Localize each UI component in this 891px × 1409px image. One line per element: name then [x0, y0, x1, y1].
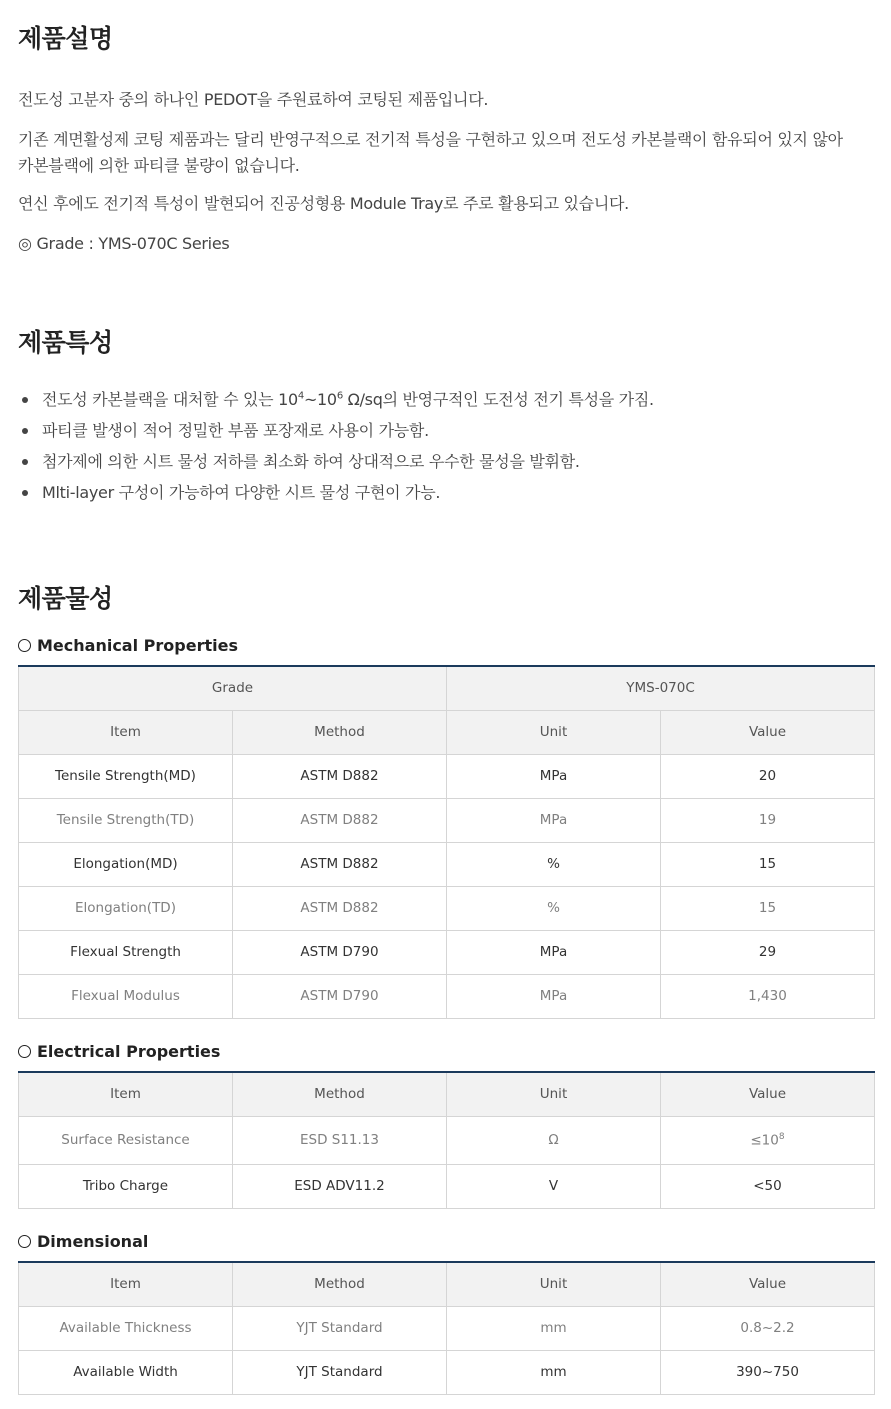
mechanical-table: [18, 665, 875, 1019]
table-cell: YJT Standard: [233, 1350, 447, 1394]
table-cell: ASTM D882: [233, 754, 447, 798]
header-cell: Item: [19, 1262, 233, 1306]
properties-title: 제품물성: [18, 584, 113, 613]
table-cell: MPa: [447, 798, 661, 842]
description-para-3: 연신 후에도 전기적 특성이 발현되어 진공성형용 Module Tray로 주로 활용되고 있습니다.: [18, 194, 629, 213]
table-cell: ESD ADV11.2: [233, 1164, 447, 1208]
table-cell: 15: [661, 842, 875, 886]
table-cell: mm: [447, 1306, 661, 1350]
table-cell: %: [447, 886, 661, 930]
table-cell: Surface Resistance: [19, 1116, 233, 1164]
circle-icon: [18, 1235, 31, 1248]
table-cell: MPa: [447, 930, 661, 974]
table-cell: ASTM D882: [233, 798, 447, 842]
table-row: [19, 974, 875, 1018]
table-cell: Flexual Strength: [19, 930, 233, 974]
table-row: [19, 798, 875, 842]
header-cell: Method: [233, 710, 447, 754]
header-cell: Item: [19, 710, 233, 754]
table-cell: ESD S11.13: [233, 1116, 447, 1164]
features-title: 제품특성: [18, 328, 113, 357]
grade-label-cell: Grade: [19, 666, 447, 710]
mechanical-subtitle: Mechanical Properties: [18, 636, 238, 655]
table-row: [19, 1164, 875, 1208]
grade-line: ◎ Grade : YMS-070C Series: [18, 234, 230, 253]
table-cell: 19: [661, 798, 875, 842]
table-cell: $\le 10^8$: [661, 1116, 875, 1164]
table-header-row: [19, 1262, 875, 1306]
table-cell: 15: [661, 886, 875, 930]
table-cell: Tensile Strength(TD): [19, 798, 233, 842]
table-cell: ASTM D882: [233, 886, 447, 930]
dimensional-subtitle: Dimensional: [18, 1232, 148, 1251]
table-cell: 1,430: [661, 974, 875, 1018]
table-cell: ASTM D882: [233, 842, 447, 886]
table-row: [19, 1306, 875, 1350]
table-cell: ASTM D790: [233, 974, 447, 1018]
header-cell: Unit: [447, 1262, 661, 1306]
table-cell: 0.8~2.2: [661, 1306, 875, 1350]
description-para-2: 기존 계면활성제 코팅 제품과는 달리 반영구적으로 전기적 특성을 구현하고 있으며 전도성 카본블랙이 함유되어 있지 않아 카본블랙에 의한 파티클 불량이 없습니다.: [18, 130, 843, 175]
header-cell: Method: [233, 1262, 447, 1306]
table-cell: ASTM D790: [233, 930, 447, 974]
circle-icon: [18, 1045, 31, 1058]
description-para-1: 전도성 고분자 중의 하나인 PEDOT을 주원료하여 코팅된 제품입니다.: [18, 90, 489, 109]
feature-item: 파티클 발생이 적어 정밀한 부품 포장재로 사용이 가능함.: [18, 415, 868, 446]
table-cell: MPa: [447, 974, 661, 1018]
table-cell: mm: [447, 1350, 661, 1394]
header-cell: Value: [661, 710, 875, 754]
table-row: [19, 1116, 875, 1164]
feature-item: 첨가제에 의한 시트 물성 저하를 최소화 하여 상대적으로 우수한 물성을 발휘함.: [18, 446, 868, 477]
table-cell: %: [447, 842, 661, 886]
header-cell: Item: [19, 1072, 233, 1116]
header-cell: Value: [661, 1072, 875, 1116]
features-list: [18, 384, 868, 508]
table-cell: Elongation(MD): [19, 842, 233, 886]
table-cell: Elongation(TD): [19, 886, 233, 930]
table-row: [19, 666, 875, 710]
circle-icon: [18, 639, 31, 652]
table-cell: 20: [661, 754, 875, 798]
header-cell: Value: [661, 1262, 875, 1306]
table-cell: MPa: [447, 754, 661, 798]
table-cell: Tribo Charge: [19, 1164, 233, 1208]
description-title: 제품설명: [18, 24, 113, 53]
header-cell: Unit: [447, 1072, 661, 1116]
table-row: [19, 930, 875, 974]
header-cell: Unit: [447, 710, 661, 754]
table-cell: Ω: [447, 1116, 661, 1164]
table-header-row: [19, 1072, 875, 1116]
table-cell: <50: [661, 1164, 875, 1208]
table-row: [19, 754, 875, 798]
table-cell: Tensile Strength(MD): [19, 754, 233, 798]
table-cell: 390~750: [661, 1350, 875, 1394]
table-header-row: [19, 710, 875, 754]
grade-value-cell: YMS-070C: [447, 666, 875, 710]
table-cell: Flexual Modulus: [19, 974, 233, 1018]
table-cell: Available Thickness: [19, 1306, 233, 1350]
table-row: [19, 842, 875, 886]
dimensional-table: [18, 1261, 875, 1395]
table-cell: 29: [661, 930, 875, 974]
feature-item: 전도성 카본블랙을 대처할 수 있는 $10^4\sim 10^6$ Ω/sq의 반영구적인 도전성 전기 특성을 가짐.: [18, 384, 868, 415]
table-cell: V: [447, 1164, 661, 1208]
electrical-table: [18, 1071, 875, 1209]
feature-item: Mlti-layer 구성이 가능하여 다양한 시트 물성 구현이 가능.: [18, 477, 868, 508]
electrical-subtitle: Electrical Properties: [18, 1042, 220, 1061]
table-cell: Available Width: [19, 1350, 233, 1394]
table-row: [19, 1350, 875, 1394]
table-cell: YJT Standard: [233, 1306, 447, 1350]
table-row: [19, 886, 875, 930]
header-cell: Method: [233, 1072, 447, 1116]
